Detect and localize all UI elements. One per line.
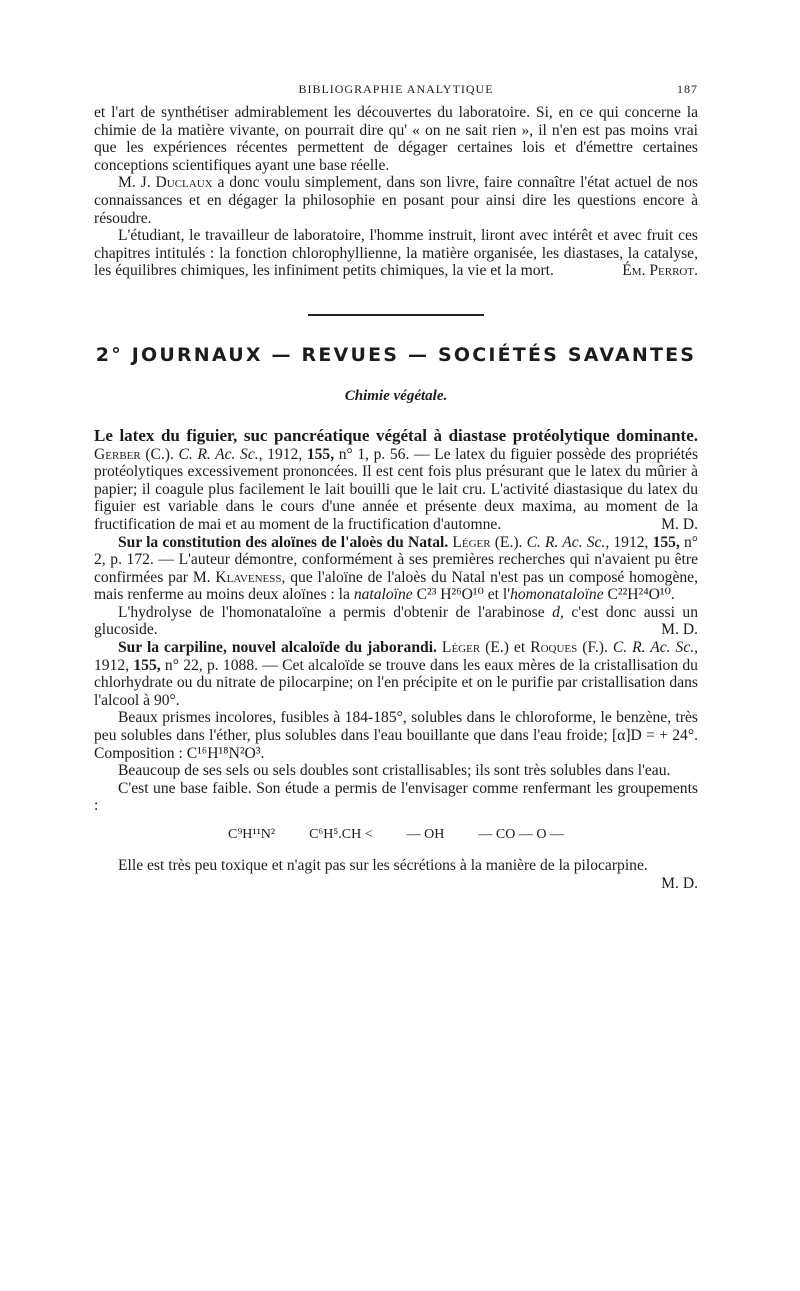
article-2-body-mid: que l'aloïne de l'aloès du Natal n'est pas un composé homogène, mais renferme au moins deux aloïnes : la [94,568,699,604]
ref-volume: 155, [652,533,680,551]
compound-name: homonataloïne [510,586,604,604]
article-2-paragraph-2 [94,604,698,639]
paragraph-text: Elle est très peu toxique et n'agit pas sur les sécrétions à la manière de la pilocarpine. [118,857,648,874]
header-title: BIBLIOGRAPHIE ANALYTIQUE [298,82,494,96]
journal-name: C. R. Ac. Sc., [178,445,263,463]
article-3-body-1: Cet alcaloïde se trouve dans les eaux mères de la cristallisation du chlorhydrate ou du nitrate de pilocarpine; on l'en précipite et on le purifie par cristallisation dans l'alcool à 90°. [94,656,698,709]
article-2-author: Léger [452,533,491,551]
article-3-paragraph-2: Beaux prismes incolores, fusibles à 184-185°, solubles dans le chloroforme, le benzène, très peu solubles dans l'éther, plus solubles dans l'eau bouillante que dans l'eau froide; [α]D = + 24°. Composition : C¹⁶H¹⁸N²O³. [94,709,698,762]
author-initial: (E.). [494,533,523,551]
paragraph-text: L'hydrolyse de l'homonataloïne a permis d'obtenir de l'arabinose [118,603,545,621]
italic-term: d, [552,603,564,621]
article-1-title: Le latex du figuier, suc pancréatique végétal à diastase protéolytique dominante. [94,425,698,445]
article-3-paragraph-5 [94,857,698,892]
author-name: Duclaux [155,174,213,192]
signature: M. D. [661,621,698,639]
article-2 [94,534,698,604]
section-heading: 2° JOURNAUX — REVUES — SOCIÉTÉS SAVANTES [95,343,697,366]
chemical-formula: C²³ H²⁶O¹⁰ [416,586,484,604]
ref-volume: 155, [306,445,335,463]
article-3-paragraph-3: Beaucoup de ses sels ou sels doubles sont cristallisables; ils sont très solubles dans l'eau. [118,762,671,780]
signature: Ém. Perrot. [622,262,698,280]
chemical-group: — CO — O — [478,827,564,842]
ref-year: 1912, [267,445,303,463]
intro-paragraph-2 [94,174,698,227]
compound-name: nataloïne [353,586,413,604]
paragraph-text: c'est donc aussi un glucoside. [94,603,699,639]
chemical-group: C⁶H⁵.CH < [309,827,373,842]
article-1 [94,427,698,534]
article-2-title: Sur la constitution des aloïnes de l'aloès du Natal. [118,533,449,551]
intro-paragraph-2-text: a donc voulu simplement, dans son livre, faire connaître l'état actuel de nos connaissances et en dégager la philosophie en posant pour ainsi dire les questions encore à résoudre. [94,174,698,227]
article-3-author-1: Léger [441,639,481,657]
person-name: Klaveness, [215,568,286,586]
ref-year: 1912, [94,656,130,674]
journal-name: C. R. Ac. Sc., [526,533,610,551]
chemical-groups [94,827,698,843]
article-1-author: Gerber [94,445,141,463]
article-3-title: Sur la carpiline, nouvel alcaloïde du jaborandi. [118,639,437,657]
chemical-formula: C²²H²⁴O¹⁰. [607,586,675,604]
intro-paragraph-3-text: L'étudiant, le travailleur de laboratoire, l'homme instruit, liront avec intérêt et avec fruit ces chapitres intitulés : la fonction chlorophyllienne, la matière organisée, les diastases, la catalyse, les équilibres chimiques, les infiniment petits chimiques, la vie et la mort. [94,227,698,280]
journal-page [94,82,698,892]
signature: M. D. [661,515,698,533]
author-initial: (C.). [145,445,174,463]
running-header [94,82,698,104]
article-3 [94,639,698,709]
ref-year: 1912, [613,533,649,551]
signature: M. D. [661,874,698,892]
page-number: 187 [677,82,698,96]
ref-volume: 155, [133,656,161,674]
ref-pages: n° 22, p. 1088. — [164,656,278,674]
article-3-paragraph-4: C'est une base faible. Son étude a permis de l'envisager comme renfermant les groupements : [94,779,698,815]
ref-pages: n° 2, p. 172. — [94,533,699,569]
ref-pages: n° 1, p. 56. — [338,445,430,463]
journal-name: C. R. Ac. Sc., [612,639,699,657]
name-prefix: M. J. [118,174,151,192]
article-3-author-2: Roques [530,639,578,657]
intro-paragraph-3 [94,227,698,280]
article-1-body: Le latex du figuier possède des propriétés protéolytiques excessivement prononcées. Il est cent fois plus présurant que le latex du mûrier à papier; il coagule plus facilement le lait bouilli que le lait cru. L'activité diastasique du latex du figuier est variable dans le cours d'une année et présente deux maxima, au moment de la fructification de mai et au moment de la fructification d'automne. [94,445,699,533]
section-divider [308,314,484,316]
intro-paragraph-1: et l'art de synthétiser admirablement les découvertes du laboratoire. Si, en ce qui concerne la chimie de la matière vivante, on pourrait dire qu' « on ne sait rien », il n'en est pas moins vrai que les expériences récentes permettent de dégager certaines lois et d'émettre certaines conceptions scientifiques ayant une base réelle. [94,104,698,174]
section-subheading: Chimie végétale. [344,387,448,404]
chemical-group: — OH [406,827,445,842]
author-initial: (E.) et [485,639,526,657]
article-2-body-start: L'auteur démontre, conformément à ses premières recherches qui n'avaient pu être confirmées par M. [94,551,699,586]
connector-text: et l' [487,586,511,604]
author-initial: (F.). [582,639,608,657]
chemical-group: C⁹H¹¹N² [228,827,276,842]
